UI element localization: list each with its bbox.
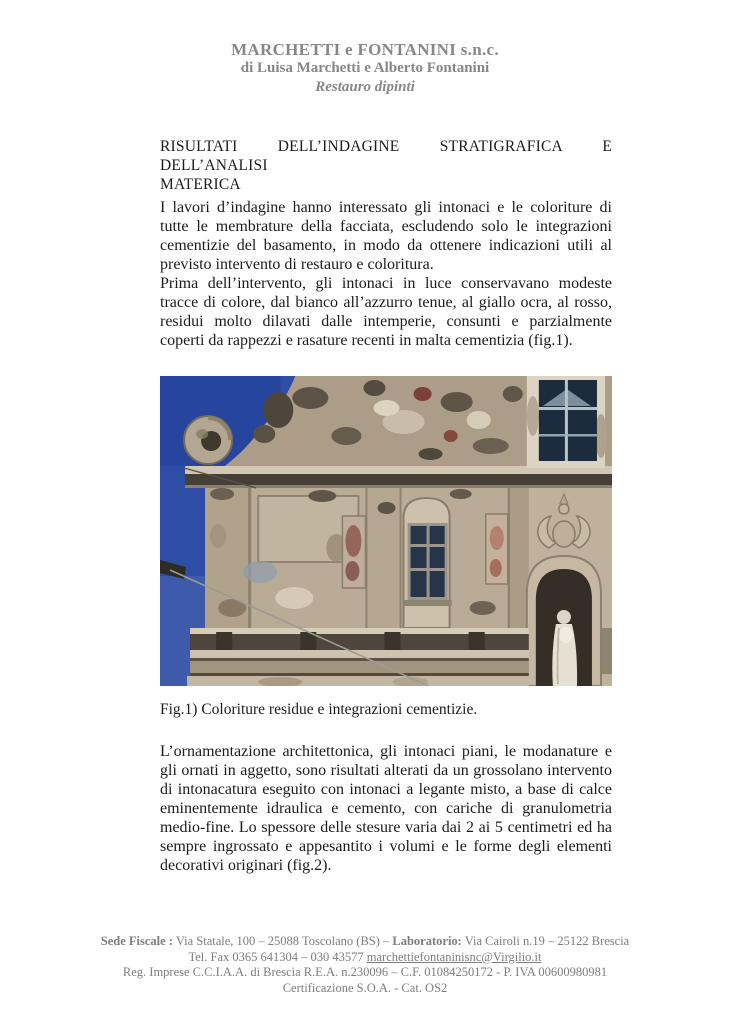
- footer-sede-fiscale-label: Sede Fiscale :: [100, 934, 173, 948]
- company-subtitle: Restauro dipinti: [315, 79, 415, 95]
- text-block-2: [160, 742, 612, 875]
- footer-email-link[interactable]: marchettiefontaninisnc@Virgilio.it: [366, 949, 542, 964]
- footer-sede-fiscale-value: Via Statale, 100 – 25088 Toscolano (BS) –: [172, 934, 393, 948]
- paragraph-2: Prima dell’intervento, gli intonaci in luce conservavano modeste tracce di colore, dal bianco all’azzurro tenue, al giallo ocra, al rosso, residui molto dilavati dalle intemperie, consunti e parzialmente coperti da rappezzi e rasature recenti in malta cementizia (fig.1).: [160, 275, 612, 349]
- footer-line-2: [0, 950, 730, 966]
- section-title-line1: RISULTATI DELL’INDAGINE STRATIGRAFICA E DELL’ANALISI: [160, 138, 612, 174]
- footer-line-4: Certificazione S.O.A. - Cat. OS2: [282, 980, 448, 995]
- footer-line-1: [0, 934, 730, 950]
- text-block-1: [160, 198, 612, 350]
- section-title: [160, 137, 612, 194]
- section-title-line2: MATERICA: [160, 176, 241, 193]
- footer: [0, 934, 730, 996]
- figure-caption: Fig.1) Coloriture residue e integrazioni cementizie.: [160, 701, 478, 718]
- footer-phone: Tel. Fax 0365 641304 – 030 43577: [188, 949, 367, 964]
- paragraph-1: I lavori d’indagine hanno interessato gli intonaci e le coloriture di tutte le membrature della facciata, escludendo solo le integrazioni cementizie del basamento, in modo da ottenere indicazioni utili al previsto intervento di restauro e coloritura.: [160, 199, 612, 273]
- paragraph-3: L’ornamentazione architettonica, gli intonaci piani, le modanature e gli ornati in aggetto, sono risultati alterati da un grossolano intervento di intonacatura eseguito con intonaci a legante misto, a base di calce eminentemente idraulica e cemento, con cariche di granulometria medio-fine. Lo spessore delle stesure varia dai 2 ai 5 centimetri ed ha sempre ingrossato e appesantito i volumi e le forme degli elementi decorativi originari (fig.2).: [160, 743, 612, 874]
- figure-photo-church-facade: [160, 376, 612, 686]
- church-facade-illustration: [160, 376, 612, 686]
- company-owners: di Luisa Marchetti e Alberto Fontanini: [240, 60, 490, 76]
- company-name: MARCHETTI e FONTANINI s.n.c.: [231, 40, 499, 59]
- document-body: [160, 0, 612, 1032]
- footer-laboratorio-label: Laboratorio:: [392, 934, 462, 948]
- footer-laboratorio-value: Via Cairoli n.19 – 25122 Brescia: [461, 934, 630, 948]
- footer-line-3: Reg. Imprese C.C.I.A.A. di Brescia R.E.A. n.230096 – C.F. 01084250172 - P. IVA 00600980981: [122, 965, 608, 979]
